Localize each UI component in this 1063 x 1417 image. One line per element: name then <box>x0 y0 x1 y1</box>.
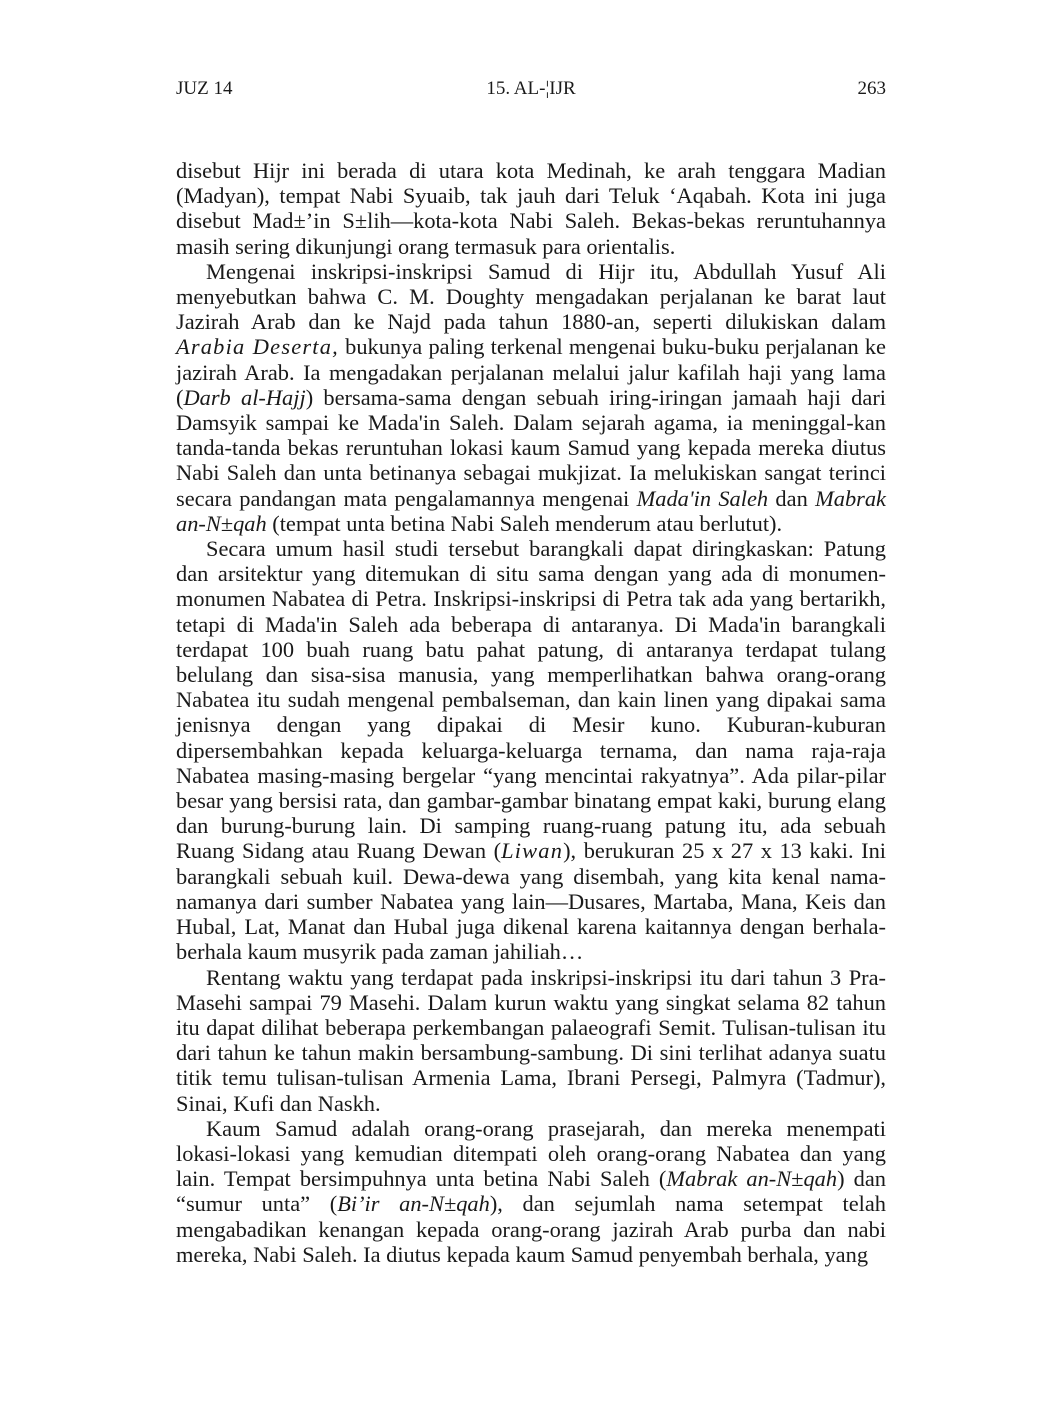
text-run: disebut Hijr ini berada di utara kota Medinah, ke arah tenggara Madian (Madyan), tempat Nabi Syuaib, tak jauh dari Teluk ‘Aqabah. Kota ini juga disebut Mad±’in S±lih—kota-kota Nabi Saleh. Bekas-bekas reruntuhannya masih sering dikunjungi orang termasuk para orientalis. <box>176 158 886 259</box>
paragraph <box>176 1116 886 1267</box>
running-header <box>176 74 886 104</box>
page-number: 263 <box>857 78 886 99</box>
text-run: (tempat unta betina Nabi Saleh menderum atau berlutut). <box>266 510 783 536</box>
italic-term: Mabrak an-N±qah <box>176 485 886 536</box>
text-run: bukunya paling terkenal mengenai buku-buku perjalanan ke jazirah Arab. Ia mengadakan perjalanan melalui jalur kafilah haji yang lama ( <box>176 334 886 410</box>
text-run: ) dan “sumur unta” ( <box>176 1166 886 1217</box>
text-run: Mengenai inskripsi-inskripsi Samud di Hijr itu, Abdullah Yusuf Ali menyebutkan bahwa C. M. Doughty mengadakan perjalanan ke barat laut Jazirah Arab dan ke Najd pada tahun 1880-an, seperti dilukiskan dalam <box>176 258 886 335</box>
text-run: ), berukuran 25 x 27 x 13 kaki. Ini barangkali sebuah kuil. Dewa-dewa yang disembah, yang kita kenal nama-namanya dari sumber Nabatea yang lain—Dusares, Martaba, Mana, Keis dan Hubal, Lat, Manat dan Hubal juga dikenal karena kaitannya dengan berhala-berhala kaum musyrik pada zaman jahiliah… <box>176 838 886 965</box>
text-run: ) bersama-sama dengan sebuah iring-iringan jamaah haji dari Damsyik sampai ke Mada'in Saleh. Dalam sejarah agama, ia meninggal-kan tanda-tanda bekas reruntuhan lokasi kaum Samud yang kepada mereka diutus Nabi Saleh dan unta betinanya sebagai mukjizat. Ia melukiskan sangat terinci secara pandangan mata pengalamannya mengenai <box>176 384 886 511</box>
italic-term: Liwan <box>501 838 564 864</box>
text-run: Rentang waktu yang terdapat pada inskripsi-inskripsi itu dari tahun 3 Pra-Masehi sampai 79 Masehi. Dalam kurun waktu yang singkat selama 82 tahun itu dapat dilihat beberapa perkembangan palaeografi Semit. Tulisan-tulisan itu dari tahun ke tahun makin bersambung-sambung. Di sini terlihat adanya suatu titik temu tulisan-tulisan Armenia Lama, Ibrani Persegi, Palmyra (Tadmur), Sinai, Kufi dan Naskh. <box>176 964 886 1116</box>
italic-term: Mada'in Saleh <box>636 485 769 511</box>
paragraph <box>176 965 886 1116</box>
text-run: dan <box>768 485 816 511</box>
body-text <box>176 158 886 1267</box>
text-run: Secara umum hasil studi tersebut barangkali dapat diringkaskan: Patung dan arsitektur yang ditemukan di situ sama dengan yang ada di monumen-monumen Nabatea di Petra. Inskripsi-inskripsi di Petra tak ada yang bertarikh, tetapi di Mada'in Saleh ada beberapa di antaranya. Di Mada'in barangkali terdapat 100 buah ruang batu pahat patung, di antaranya terdapat tulang belulang dan sisa-sisa manusia, yang memperlihatkan bahwa orang-orang Nabatea itu sudah mengenal pembalseman, dan kain linen yang dipakai sama jenisnya dengan yang dipakai di Mesir kuno. Kuburan-kuburan dipersembahkan kepada keluarga-keluarga ternama, dan nama raja-raja Nabatea masing-masing bergelar “yang mencintai rakyatnya”. Ada pilar-pilar besar yang bersisi rata, dan gambar-gambar binatang empat kaki, burung elang dan burung-burung lain. Di samping ruang-ruang patung itu, ada sebuah Ruang Sidang atau Ruang Dewan ( <box>176 536 886 864</box>
italic-term: Arabia Deserta, <box>176 334 339 360</box>
surah-title: 15. AL-¦IJR <box>486 78 576 99</box>
paragraph <box>176 158 886 259</box>
italic-term: Darb al-Hajj <box>183 384 306 410</box>
text-run: ), dan sejumlah nama setempat telah mengabadikan kenangan kepada orang-orang jazirah Arab purba dan nabi mereka, Nabi Saleh. Ia diutus kepada kaum Samud penyembah berhala, yang <box>176 1191 886 1267</box>
italic-term: Mabrak an-N±qah <box>666 1166 838 1192</box>
paragraph <box>176 536 886 964</box>
juz-label: JUZ 14 <box>176 78 233 99</box>
paragraph <box>176 259 886 536</box>
italic-term: Bi’ir an-N±qah <box>337 1191 490 1217</box>
text-run: Kaum Samud adalah orang-orang prasejarah, dan mereka menempati lokasi-lokasi yang kemudian ditempati oleh orang-orang Nabatea dan yang lain. Tempat bersimpuhnya unta betina Nabi Saleh ( <box>176 1115 886 1192</box>
